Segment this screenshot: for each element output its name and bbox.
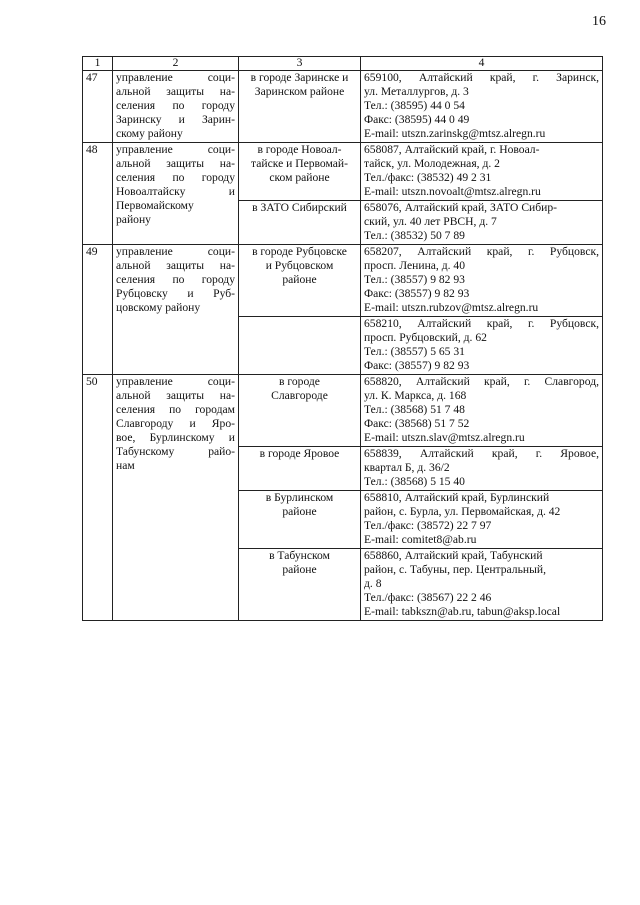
organization-name-line: селения по городу	[116, 99, 235, 112]
service-area	[239, 447, 361, 491]
organization-name-line: альной защиты на-	[116, 389, 235, 402]
contact-line: 658820, Алтайский край, г. Славгород,	[364, 375, 599, 388]
contact-details	[361, 71, 603, 143]
service-area	[239, 71, 361, 143]
organization-name-line: вое, Бурлинскому и	[116, 431, 235, 444]
contact-line: квартал Б, д. 36/2	[364, 461, 450, 474]
service-area-line: в городе Рубцовске	[252, 245, 347, 258]
contact-line: Тел.: (38557) 9 82 93	[364, 273, 465, 286]
table-row	[83, 245, 603, 317]
contact-line: Тел.: (38532) 50 7 89	[364, 229, 465, 242]
contact-details	[361, 491, 603, 549]
contact-details	[361, 201, 603, 245]
organization-name-line: Рубцовску и Руб-	[116, 287, 235, 300]
organization-name-line: скому району	[116, 127, 183, 140]
contact-line: Тел.: (38557) 5 65 31	[364, 345, 465, 358]
contact-line: 659100, Алтайский край, г. Заринск,	[364, 71, 599, 84]
row-number: 50	[83, 375, 113, 621]
contact-line: просп. Ленина, д. 40	[364, 259, 466, 272]
organization-name-line: альной защиты на-	[116, 157, 235, 170]
service-area	[239, 201, 361, 245]
organization-name-line: альной защиты на-	[116, 259, 235, 272]
contact-line: ул. Металлургов, д. 3	[364, 85, 469, 98]
contact-line: Факс: (38557) 9 82 93	[364, 359, 470, 372]
service-area-line: районе	[282, 273, 317, 286]
header-row	[83, 57, 603, 71]
organization-name-line: району	[116, 213, 151, 226]
service-area-line: в городе Заринске и	[250, 71, 349, 84]
table-row	[83, 375, 603, 447]
service-area-line: и Рубцовском	[265, 259, 334, 272]
contact-line: 658207, Алтайский край, г. Рубцовск,	[364, 245, 599, 258]
service-area-line: Славгороде	[271, 389, 328, 402]
organization-name-line: селения по городу	[116, 171, 235, 184]
organization-name-line: нам	[116, 459, 135, 472]
service-area-line: в городе Новоал-	[257, 143, 342, 156]
contact-details	[361, 317, 603, 375]
organization-name-line: селения по городам	[116, 403, 235, 416]
service-area-line: тайске и Первомай-	[251, 157, 348, 170]
organization-name-line: управление соци-	[116, 71, 235, 84]
contact-line: E-mail: tabkszn@ab.ru, tabun@aksp.local	[364, 605, 561, 618]
contact-line: Факс: (38557) 9 82 93	[364, 287, 470, 300]
service-area-line: районе	[282, 505, 317, 518]
organization-name	[113, 245, 239, 375]
service-area	[239, 375, 361, 447]
organization-name-line: Первомайскому	[116, 199, 194, 212]
contact-line: E-mail: utszn.novoalt@mtsz.alregn.ru	[364, 185, 541, 198]
organization-name-line: управление соци-	[116, 143, 235, 156]
header-col-1: 1	[83, 57, 113, 71]
contact-line: просп. Рубцовский, д. 62	[364, 331, 487, 344]
service-area-line: в Бурлинском	[265, 491, 334, 504]
service-area	[239, 491, 361, 549]
contact-details	[361, 549, 603, 621]
contact-line: Тел./факс: (38567) 22 2 46	[364, 591, 492, 604]
contact-line: район, с. Табуны, пер. Центральный,	[364, 563, 546, 576]
contact-details	[361, 447, 603, 491]
contact-line: Факс: (38595) 44 0 49	[364, 113, 470, 126]
row-number: 48	[83, 143, 113, 245]
service-area-line: в городе	[279, 375, 320, 388]
contact-line: Тел.: (38595) 44 0 54	[364, 99, 465, 112]
row-number: 47	[83, 71, 113, 143]
header-col-4: 4	[361, 57, 603, 71]
organization-name-line: Заринску и Зарин-	[116, 113, 235, 126]
service-area-line: районе	[282, 563, 317, 576]
service-area-line: в городе Яровое	[259, 447, 340, 460]
contact-line: район, с. Бурла, ул. Первомайская, д. 42	[364, 505, 561, 518]
contact-line: 658076, Алтайский край, ЗАТО Сибир-	[364, 201, 558, 214]
organization-name-line: альной защиты на-	[116, 85, 235, 98]
organization-name-line: Новоалтайску и	[116, 185, 235, 198]
contact-line: E-mail: utszn.slav@mtsz.alregn.ru	[364, 431, 525, 444]
service-area-line: ском районе	[269, 171, 330, 184]
service-area	[239, 143, 361, 201]
organization-name-line: Славгороду и Яро-	[116, 417, 235, 430]
contact-line: ский, ул. 40 лет РВСН, д. 7	[364, 215, 497, 228]
service-area	[239, 549, 361, 621]
service-area	[239, 245, 361, 317]
contact-details	[361, 143, 603, 201]
contact-line: тайск, ул. Молодежная, д. 2	[364, 157, 500, 170]
page-number: 16	[592, 14, 606, 29]
organization-name	[113, 71, 239, 143]
contact-line: Факс: (38568) 51 7 52	[364, 417, 470, 430]
contact-line: 658810, Алтайский край, Бурлинский	[364, 491, 550, 504]
contact-line: Тел./факс: (38572) 22 7 97	[364, 519, 492, 532]
organization-name-line: селения по городу	[116, 273, 235, 286]
organization-name	[113, 143, 239, 245]
service-area-line: в ЗАТО Сибирский	[252, 201, 347, 214]
service-area-line: Заринском районе	[254, 85, 345, 98]
organization-name-line: управление соци-	[116, 375, 235, 388]
service-area	[239, 317, 361, 375]
contact-line: 658839, Алтайский край, г. Яровое,	[364, 447, 599, 460]
header-col-2: 2	[113, 57, 239, 71]
contact-line: Тел./факс: (38532) 49 2 31	[364, 171, 492, 184]
header-col-3: 3	[239, 57, 361, 71]
organization-name-line: управление соци-	[116, 245, 235, 258]
table-row	[83, 143, 603, 201]
contact-line: Тел.: (38568) 5 15 40	[364, 475, 465, 488]
row-number: 49	[83, 245, 113, 375]
contact-line: 658860, Алтайский край, Табунский	[364, 549, 543, 562]
contact-line: E-mail: utszn.rubzov@mtsz.alregn.ru	[364, 301, 539, 314]
contact-line: ул. К. Маркса, д. 168	[364, 389, 467, 402]
contact-line: 658210, Алтайский край, г. Рубцовск,	[364, 317, 599, 330]
contact-line: Тел.: (38568) 51 7 48	[364, 403, 465, 416]
organization-name-line: Табунскому райо-	[116, 445, 235, 458]
contact-line: E-mail: comitet8@ab.ru	[364, 533, 477, 546]
organization-name-line: цовскому району	[116, 301, 201, 314]
contact-line: E-mail: utszn.zarinskg@mtsz.alregn.ru	[364, 127, 546, 140]
directory-table	[82, 56, 603, 621]
service-area-line: в Табунском	[269, 549, 330, 562]
contact-details	[361, 375, 603, 447]
table-row	[83, 71, 603, 143]
contact-line: 658087, Алтайский край, г. Новоал-	[364, 143, 540, 156]
contact-line: д. 8	[364, 577, 382, 590]
contact-details	[361, 245, 603, 317]
organization-name	[113, 375, 239, 621]
